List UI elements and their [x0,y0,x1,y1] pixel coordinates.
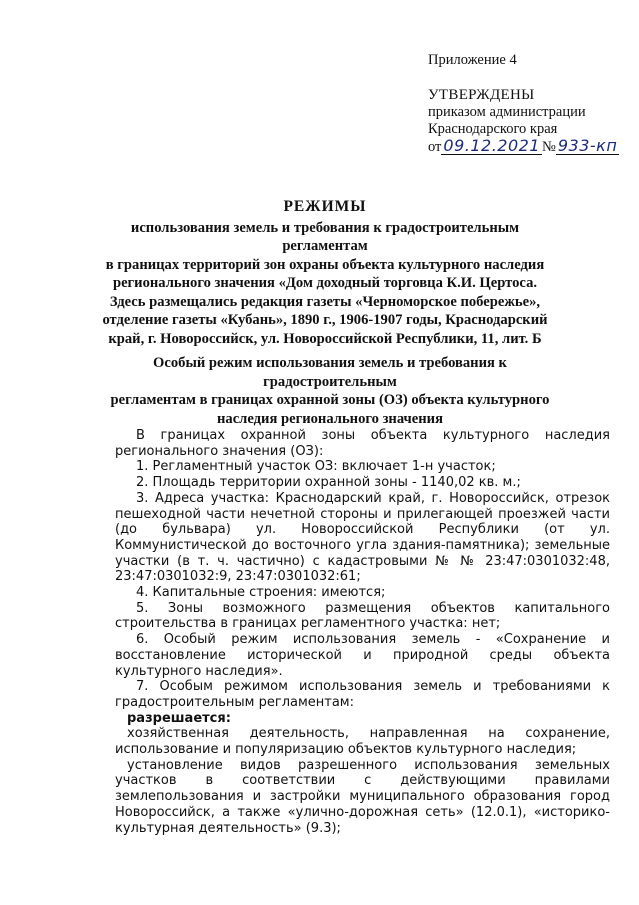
intro-paragraph: В границах охранной зоны объекта культурного наследия регионального значения (ОЗ): [115,428,610,459]
order-line-1: приказом администрации [428,104,586,120]
list-item: 6. Особый режим использования земель - «Сохранение и восстановление исторической и природной среды объекта культурного наследия». [115,632,610,679]
title-main: РЕЖИМЫ [283,198,367,215]
order-line-2: Краснодарского края [428,121,558,137]
subtitle-line: наследия регионального значения [217,410,443,427]
document-title [90,198,560,348]
document-body [115,428,610,836]
title-line: в границах территорий зон охраны объекта культурного наследия [105,256,545,273]
list-item: 4. Капитальные строения: имеются; [136,585,386,601]
subtitle-line: Особый режим использования земель и требования к градостроительным [153,355,507,390]
approved-heading: УТВЕРЖДЕНЫ [428,87,535,103]
title-line: регионального значения «Дом доходный торговца К.И. Цертоса. [112,275,538,291]
list-item: 5. Зоны возможного размещения объектов капитального строительства в границах регламентного участка: нет; [115,600,610,632]
list-item: 7. Особым режимом использования земель и требованиями к градостроительным регламентам: [115,679,610,710]
subtitle-line: регламентам в границах охранной зоны (ОЗ) объекта культурного [110,392,550,408]
handwritten-date: 09.12.2021 [443,136,541,155]
order-date-number [428,138,619,156]
list-item: 2. Площадь территории охранной зоны - 1140,02 кв. м.; [136,475,521,491]
title-line: Здесь размещались редакция газеты «Черноморское побережье», [109,293,541,310]
approval-block [428,52,619,156]
handwritten-number: 933-кп [557,136,618,155]
allowed-item: установление видов разрешенного использования земельных участков в соответствии с действующими правилами землепользования и застройки муниципального образования город Новороссийск, а также «улично-дорожная сеть» (12.0.1), «историко-культурная деятельность» (9.3); [115,757,610,836]
title-line: край, г. Новороссийск, ул. Новороссийской Республики, 11, лит. Б [108,330,542,347]
section-subtitle [95,354,565,428]
list-item: 3. Адреса участка: Краснодарский край, г. Новороссийск, отрезок пешеходной части нечетной стороны и прилегающей проезжей части (до бульвара) ул. Новороссийской Республики (от ул. Коммунистической до восточного угла здания-памятника); земельные участки (в т. ч. частично) с кадастровыми № № 23:47:0301032:48, 23:47:0301032:9, 23:47:0301032:61; [115,490,610,585]
title-line: отделение газеты «Кубань», 1890 г., 1906-1907 годы, Краснодарский [102,312,548,328]
appendix-label: Приложение 4 [428,52,517,68]
list-item: 1. Регламентный участок ОЗ: включает 1-н участок; [136,459,496,475]
allowed-item: хозяйственная деятельность, направленная на сохранение, использование и популяризацию объектов культурного наследия; [115,726,610,758]
allowed-label: разрешается: [127,710,231,726]
from-label: от [428,139,442,155]
number-label: № [542,139,556,155]
title-line: использования земель и требования к градостроительным регламентам [130,219,520,254]
